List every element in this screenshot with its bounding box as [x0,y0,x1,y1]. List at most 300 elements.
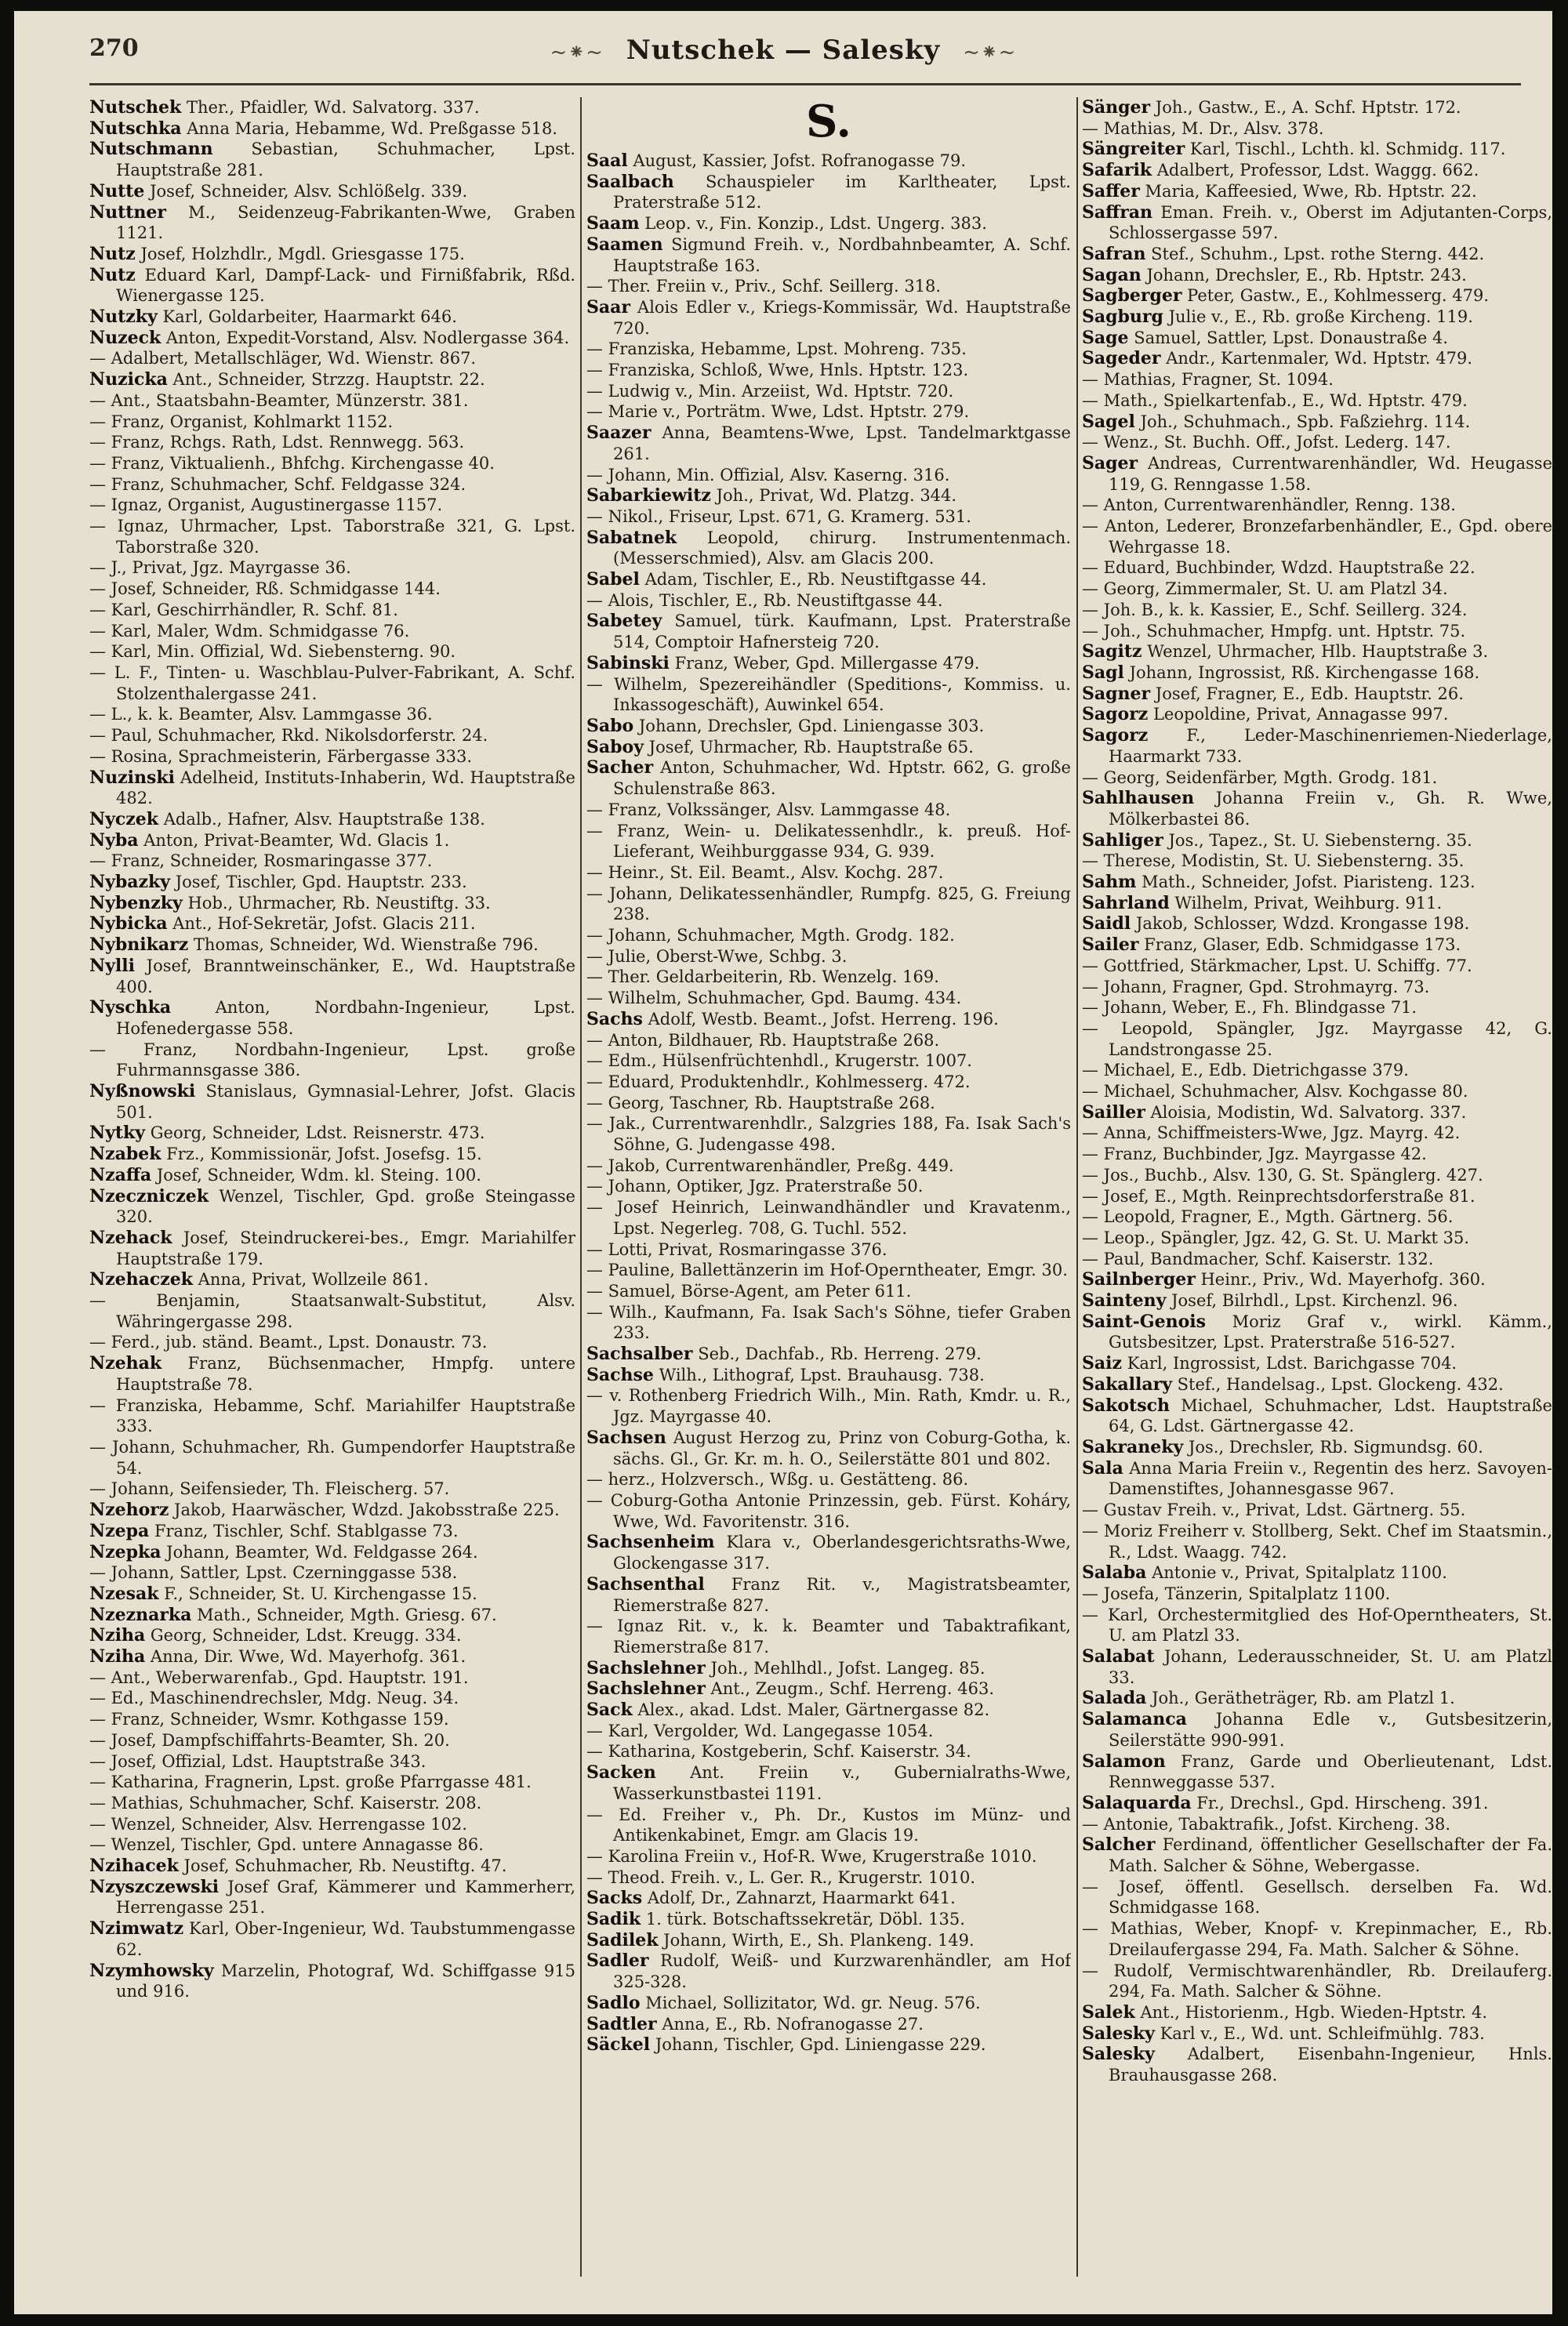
directory-entry [89,1165,575,1186]
directory-entry [89,557,575,579]
entry-details: — Moriz Freiherr v. Stollberg, Sekt. Chef im Staatsmin., R., Ldst. Waagg. 742. [1082,1521,1552,1562]
entry-details: — Franziska, Hebamme, Schf. Mariahilfer Hauptstraße 333. [89,1395,575,1436]
directory-entry [1082,1353,1552,1374]
directory-entry [586,1574,1071,1616]
directory-entry [89,809,575,830]
directory-entry [1082,1312,1552,1353]
directory-entry [89,956,575,997]
entry-details: — Leopold, Spängler, Jgz. Mayrgasse 42, G. Landstrongasse 25. [1082,1018,1552,1059]
directory-entry [1082,307,1552,328]
directory-entry [586,800,1071,821]
entry-details: — Ther. Freiin v., Priv., Schf. Seillerg. 318. [586,277,942,296]
entry-surname: Sagburg [1082,307,1163,328]
directory-entry [1082,662,1552,684]
directory-entry [586,1260,1071,1281]
entry-details: — Karl, Geschirrhändler, R. Schf. 81. [89,600,398,619]
entry-details: Eduard Karl, Dampf-Lack- und Firnißfabrik, Rßd. Wienergasse 125. [116,265,575,306]
entry-details: Leopold, chirurg. Instrumentenmach. (Messerschmied), Alsv. am Glacis 200. [613,528,1071,568]
entry-details: — Johann, Schuhmacher, Mgth. Grodg. 182. [586,926,955,945]
entry-details: Ferdinand, öffentlicher Gesellschafter der Fa. Math. Salcher & Söhne, Webergasse. [1109,1835,1552,1876]
directory-entry [89,746,575,767]
directory-entry [586,611,1071,652]
directory-entry [1082,893,1552,914]
ornament-left: ~⁕~ [550,41,604,64]
directory-entry [586,172,1071,213]
entry-details: — Alois, Tischler, E., Rb. Neustiftgasse 44. [586,590,943,610]
directory-entry [1082,1374,1552,1395]
directory-entry [89,1856,575,1877]
entry-surname: Sack [586,1700,633,1721]
entry-surname: Nybicka [89,913,168,934]
directory-entry [586,1365,1071,1386]
entry-details: — Michael, E., Edb. Dietrichgasse 379. [1082,1061,1409,1080]
entry-surname: Sachsenheim [586,1532,715,1553]
entry-details: Josef, Steindruckerei-bes., Emgr. Mariahilfer Hauptstraße 179. [116,1228,575,1268]
directory-entry [89,1562,575,1584]
entry-surname: Sagberger [1082,285,1182,307]
entry-surname: Sadik [586,1909,641,1930]
column-divider [1076,97,1078,2277]
entry-surname: Nyba [89,829,139,851]
directory-entry [586,506,1071,528]
directory-entry [1082,913,1552,934]
entry-details: M., Seidenzeug-Fabrikanten-Wwe, Graben 1121. [116,202,575,243]
directory-entry [586,1700,1071,1721]
entry-details: — Joh. B., k. k. Kassier, E., Schf. Seillerg. 324. [1082,600,1468,619]
entry-surname: Nutz [89,243,136,264]
entry-surname: Nybenzky [89,892,183,913]
directory-entry [1082,1688,1552,1709]
directory-entry [89,390,575,412]
entry-details: Michael, Sollizitator, Wd. gr. Neug. 576. [645,1993,981,2012]
directory-entry [1082,600,1552,621]
entry-details: Ant., Historienm., Hgb. Wieden-Hptstr. 4. [1140,2002,1488,2022]
entry-details: Maria, Kaffeesied, Wwe, Rb. Hptstr. 22. [1145,181,1477,201]
directory-entry [1082,265,1552,286]
entry-surname: Nylli [89,955,135,976]
entry-surname: Saam [586,213,640,234]
directory-entry [1082,704,1552,725]
directory-entry [89,369,575,390]
entry-details: — Math., Spielkartenfab., E., Wd. Hptstr. 479. [1082,390,1468,410]
entry-details: — v. Rothenberg Friedrich Wilh., Min. Rath, Kmdr. u. R., Jgz. Mayrgasse 40. [586,1386,1071,1427]
directory-entry [89,1228,575,1269]
column-divider [580,97,582,2277]
entry-details: Sigmund Freih. v., Nordbahnbeamter, A. Schf. Hauptstraße 163. [613,234,1071,275]
directory-entry [89,1040,575,1081]
header-rule [89,83,1521,85]
entry-surname: Sahlhausen [1082,788,1195,809]
entry-surname: Nuttner [89,201,167,223]
entry-details: Johann, Drechsler, Gpd. Liniengasse 303. [638,716,985,735]
directory-entry [1082,369,1552,390]
directory-entry [89,202,575,244]
directory-entry [1082,2044,1552,2085]
directory-entry [586,1805,1071,1846]
entry-surname: Sabarkiewitz [586,485,711,506]
entry-surname: Nzehorz [89,1500,169,1521]
directory-entry [586,1469,1071,1490]
directory-entry [89,830,575,851]
directory-entry [586,1950,1071,1992]
entry-details: Seb., Dachfab., Rb. Herreng. 279. [698,1344,982,1364]
directory-entry [1082,1709,1552,1751]
directory-entry [89,600,575,621]
entry-details: Samuel, Sattler, Lpst. Donaustraße 4. [1134,328,1449,347]
directory-entry [586,360,1071,381]
entry-details: Josef, Bilrhdl., Lpst. Kirchenzl. 96. [1171,1291,1458,1311]
directory-entry [89,432,575,453]
directory-entry [89,1961,575,2002]
entry-surname: Safran [1082,243,1146,264]
entry-details: — Ed., Maschinendrechsler, Mdg. Neug. 34. [89,1689,459,1708]
entry-details: Sebastian, Schuhmacher, Lpst. Hauptstraße 281. [116,140,575,180]
entry-details: — Johann, Fragner, Gpd. Strohmayrg. 73. [1082,977,1430,996]
entry-surname: Sahliger [1082,829,1163,851]
entry-details: — Johann, Seifensieder, Th. Fleischerg. 57. [89,1479,450,1499]
entry-details: Georg, Schneider, Ldst. Kreugg. 334. [150,1626,462,1646]
entry-surname: Sachsalber [586,1344,693,1365]
directory-entry [586,1239,1071,1261]
entry-surname: Saboy [586,736,644,757]
entry-details: Math., Schneider, Jofst. Piaristeng. 123. [1142,873,1475,892]
directory-entry [89,579,575,600]
directory-entry [586,1909,1071,1930]
directory-entry [89,1877,575,1918]
directory-entry [89,621,575,642]
entry-details: Josef, Schneider, Wdm. kl. Steing. 100. [156,1165,481,1185]
entry-surname: Nzihacek [89,1856,179,1877]
directory-entry [586,757,1071,799]
entry-surname: Salabat [1082,1646,1155,1667]
entry-details: Adam, Tischler, E., Rb. Neustiftgasse 44. [644,570,987,590]
entry-details: Anna, Privat, Wollzeile 861. [198,1270,429,1290]
directory-entry [1082,1500,1552,1521]
entry-surname: Sagl [1082,662,1124,683]
entry-details: Stanislaus, Gymnasial-Lehrer, Jofst. Glacis 501. [116,1082,575,1122]
entry-details: — Johann, Sattler, Lpst. Czerninggasse 538. [89,1563,458,1583]
entry-details: Klara v., Oberlandesgerichtsraths-Wwe, Glockengasse 317. [613,1533,1071,1573]
entry-surname: Nzeczniczek [89,1185,209,1207]
directory-entry [1082,412,1552,433]
entry-details: — herz., Holzversch., Wßg. u. Gestätteng. 86. [586,1470,969,1490]
entry-details: — Katharina, Kostgeberin, Schf. Kaiserstr. 34. [586,1742,971,1762]
entry-details: — Franz, Nordbahn-Ingenieur, Lpst. große Fuhrmannsgasse 386. [89,1040,575,1080]
directory-entry [1082,1186,1552,1207]
entry-surname: Saffran [1082,201,1153,223]
directory-entry [1082,1290,1552,1312]
directory-entry [89,1542,575,1563]
entry-surname: Nyczek [89,808,159,829]
directory-entry [586,297,1071,339]
directory-entry [89,913,575,934]
entry-surname: Nzabek [89,1144,162,1165]
directory-entry [586,528,1071,569]
entry-details: — Nikol., Friseur, Lpst. 671, G. Kramerg. 531. [586,506,971,526]
directory-entry [89,474,575,495]
directory-entry [1082,934,1552,956]
directory-entry [1082,579,1552,600]
entry-details: — Franz, Rchgs. Rath, Ldst. Rennwegg. 563. [89,433,465,452]
directory-entry [586,967,1071,988]
entry-details: Heinr., Priv., Wd. Mayerhofg. 360. [1200,1270,1486,1290]
entry-surname: Saint-Genois [1082,1311,1206,1332]
entry-details: Joh., Mehlhdl., Jofst. Langeg. 85. [710,1658,985,1678]
directory-entry [1082,1437,1552,1458]
entry-surname: Saffer [1082,180,1140,201]
directory-entry [586,1156,1071,1177]
directory-entry [586,884,1071,925]
entry-details: Rudolf, Weiß- und Kurzwarenhändler, am Hof 325-328. [613,1951,1071,1992]
directory-entry [1082,977,1552,998]
page-title-text: Nutschek — Salesky [626,34,941,66]
directory-entry [586,1658,1071,1679]
entry-surname: Sage [1082,327,1129,348]
directory-entry [89,244,575,265]
entry-surname: Sabel [586,569,640,590]
entry-surname: Salamon [1082,1751,1166,1772]
entry-details: — Franz, Schuhmacher, Schf. Feldgasse 324. [89,474,466,494]
directory-entry [1082,1562,1552,1584]
directory-entry [1082,348,1552,369]
directory-entry [89,934,575,956]
entry-details: — Ed. Freiher v., Ph. Dr., Kustos im Münz- und Antikenkabinet, Emgr. am Glacis 19. [586,1805,1071,1845]
entry-surname: Sängreiter [1082,139,1185,160]
entry-details: Joh., Schuhmach., Spb. Faßziehrg. 114. [1140,412,1471,431]
directory-entry [1082,1793,1552,1814]
entry-surname: Sagel [1082,411,1135,432]
directory-entry [1082,997,1552,1018]
directory-entry [89,265,575,307]
entry-details: — Ant., Weberwarenfab., Gpd. Hauptstr. 191. [89,1667,469,1687]
directory-entry [586,590,1071,611]
entry-details: — Adalbert, Metallschläger, Wd. Wienstr. 867. [89,349,477,368]
entry-surname: Sagitz [1082,641,1142,662]
entry-surname: Salesky [1082,2044,1155,2065]
entry-details: — Paul, Schuhmacher, Rkd. Nikolsdorferstr. 24. [89,726,488,746]
directory-entry [89,662,575,704]
entry-details: Fr., Drechsl., Gpd. Hirscheng. 391. [1196,1793,1489,1813]
directory-entry [89,307,575,328]
entry-details: Anton, Expedit-Vorstand, Alsv. Nodlergasse 364. [165,328,570,347]
entry-surname: Nybazky [89,872,171,893]
directory-entry [1082,725,1552,767]
directory-entry [89,1269,575,1290]
entry-surname: Sailnberger [1082,1269,1196,1290]
entry-details: Adelheid, Instituts-Inhaberin, Wd. Hauptstraße 482. [116,767,575,808]
directory-entry [586,2034,1071,2056]
entry-details: — Josef Heinrich, Leinwandhändler und Kravatenm., Lpst. Negerleg. 708, G. Tuchl. 552. [586,1198,1071,1238]
directory-entry [1082,139,1552,160]
directory-entry [586,1385,1071,1427]
entry-details: Andreas, Currentwarenhändler, Wd. Heugasse 119, G. Renngasse 1.58. [1109,453,1552,494]
entry-details: Wenzel, Tischler, Gpd. große Steingasse 320. [116,1186,575,1227]
entry-details: — Gustav Freih. v., Privat, Ldst. Gärtnerg. 55. [1082,1500,1466,1520]
entry-details: Anna Maria Freiin v., Regentin des herz. Savoyen-Damenstiftes, Johannesgasse 967. [1109,1458,1552,1499]
entry-details: — Mathias, Fragner, St. 1094. [1082,370,1334,390]
directory-entry [586,862,1071,884]
entry-details: Anton, Schuhmacher, Wd. Hptstr. 662, G. große Schulenstraße 863. [613,758,1071,799]
directory-entry [1082,1605,1552,1646]
entry-details: Josef, Branntweinschänker, E., Wd. Hauptstraße 400. [116,956,575,996]
entry-details: Karl, Tischl., Lchth. kl. Schmidg. 117. [1189,140,1506,159]
entry-details: — Josef, Schneider, Rß. Schmidgasse 144. [89,579,441,599]
entry-surname: Safarik [1082,160,1152,181]
directory-entry [89,118,575,140]
entry-details: — Karl, Maler, Wdm. Schmidgasse 76. [89,621,410,640]
entry-details: Anna, E., Rb. Nofranogasse 27. [662,2014,924,2034]
directory-entry [89,1709,575,1730]
entry-surname: Nzeznarka [89,1604,192,1625]
entry-surname: Saar [586,296,630,318]
entry-details: — Josef, Dampfschiffahrts-Beamter, Sh. 20. [89,1730,450,1750]
directory-entry [586,485,1071,506]
directory-entry [586,276,1071,297]
entry-details: Adalb., Hafner, Alsv. Hauptstraße 138. [163,809,485,829]
entry-details: — Julie, Oberst-Wwe, Schbg. 3. [586,946,848,966]
directory-entry [89,851,575,872]
entry-details: Johann, Lederausschneider, St. U. am Platzl 33. [1109,1647,1552,1687]
entry-surname: Salek [1082,2001,1135,2023]
entry-details: Josef Graf, Kämmerer und Kammerherr, Herrengasse 251. [116,1877,575,1918]
entry-details: — Jos., Buchb., Alsv. 130, G. St. Spänglerg. 427. [1082,1165,1483,1185]
entry-details: Moriz Graf v., wirkl. Kämm., Gutsbesitzer, Lpst. Praterstraße 516-527. [1109,1312,1552,1352]
directory-entry [89,767,575,809]
entry-details: — Marie v., Porträtm. Wwe, Ldst. Hptstr. 279. [586,402,970,422]
entry-details: Ther., Pfaidler, Wd. Salvatorg. 337. [186,98,480,117]
directory-entry [586,1741,1071,1762]
entry-details: — Johann, Optiker, Jgz. Praterstraße 50. [586,1177,924,1196]
entry-details: 1. türk. Botschaftssekretär, Döbl. 135. [645,1910,965,1929]
entry-details: — Josef, E., Mgth. Reinprechtsdorferstraße 81. [1082,1186,1475,1206]
directory-entry [89,872,575,893]
entry-surname: Sacken [586,1762,656,1784]
entry-surname: Sachsenthal [586,1573,705,1595]
entry-details: — Franz, Organist, Kohlmarkt 1152. [89,412,394,431]
entry-details: — Wilhelm, Spezereihändler (Speditions-, Kommiss. u. Inkassogeschäft), Auwinkel 654. [586,674,1071,715]
directory-entry [1082,1961,1552,2002]
entry-details: Wilhelm, Privat, Weihburg. 911. [1174,893,1443,913]
entry-details: — Josef, Offizial, Ldst. Hauptstraße 343. [89,1751,426,1771]
entry-surname: Nzehaczek [89,1269,193,1290]
entry-details: — Franziska, Schloß, Wwe, Hnls. Hptstr. 123. [586,361,969,380]
entry-details: — Johann, Delikatessenhändler, Rumpfg. 825, G. Freiung 238. [586,884,1071,924]
entry-details: — Jakob, Currentwarenhändler, Preßg. 449. [586,1156,954,1175]
entry-details: — Karl, Vergolder, Wd. Langegasse 1054. [586,1721,934,1740]
entry-details: — Ludwig v., Min. Arzeiist, Wd. Hptstr. 720. [586,381,954,401]
directory-entry [1082,1144,1552,1165]
directory-entry [89,641,575,662]
entry-surname: Salaba [1082,1562,1147,1584]
directory-entry [89,725,575,746]
directory-entry [89,1688,575,1709]
entry-details: — Wenzel, Schneider, Alsv. Herrengasse 102. [89,1814,467,1834]
entry-surname: Salesky [1082,2023,1155,2044]
entry-details: — Michael, Schuhmacher, Alsv. Kochgasse 80. [1082,1082,1468,1101]
directory-entry [1082,1646,1552,1688]
entry-details: Anton, Privat-Beamter, Wd. Glacis 1. [143,830,450,850]
directory-entry [89,1667,575,1689]
entry-details: Eman. Freih. v., Oberst im Adjutanten-Corps, Schlossergasse 597. [1109,202,1552,243]
entry-details: Marzelin, Photograf, Wd. Schiffgasse 915 und 916. [116,1961,575,2001]
entry-details: — Katharina, Fragnerin, Lpst. große Pfarrgasse 481. [89,1773,532,1792]
entry-surname: Säckel [586,2034,651,2056]
entry-details: Josef, Schneider, Alsv. Schlößelg. 339. [150,181,468,201]
entry-surname: Sabetey [586,611,662,632]
entry-details: — Ferd., jub. ständ. Beamt., Lpst. Donaustr. 73. [89,1333,488,1352]
entry-surname: Nzimwatz [89,1918,184,1940]
entry-details: Josef, Tischler, Gpd. Hauptstr. 233. [175,873,467,892]
directory-entry [1082,1228,1552,1249]
entry-surname: Nutz [89,264,136,285]
directory-entry [1082,1207,1552,1228]
directory-entry [1082,181,1552,202]
entry-details: — L. F., Tinten- u. Waschblau-Pulver-Fabrikant, A. Schf. Stolzenthalergasse 241. [89,662,575,703]
directory-entry [1082,1165,1552,1186]
directory-entry [586,1888,1071,1909]
directory-entry [89,328,575,349]
directory-entry [586,1428,1071,1469]
entry-details: Alex., akad. Ldst. Maler, Gärtnergasse 82. [637,1700,990,1720]
entry-details: Wilh., Lithograf, Lpst. Brauhausg. 738. [659,1365,985,1384]
directory-entry [586,821,1071,862]
entry-details: — Paul, Bandmacher, Schf. Kaiserstr. 132. [1082,1249,1434,1268]
entry-surname: Nutte [89,180,145,201]
directory-entry [89,1772,575,1793]
entry-details: Joh., Gastw., E., A. Schf. Hptstr. 172. [1155,98,1461,117]
directory-entry [1082,1269,1552,1290]
entry-surname: Saalbach [586,171,674,192]
column-middle [586,97,1071,2284]
entry-surname: Sakallary [1082,1373,1172,1395]
page-number: 270 [89,34,139,62]
entry-details: Johann, Tischler, Gpd. Liniengasse 229. [655,2035,986,2055]
entry-details: Aloisia, Modistin, Wd. Salvatorg. 337. [1150,1102,1467,1122]
column-right [1082,97,1552,2284]
entry-details: Antonie v., Privat, Spitalplatz 1100. [1152,1563,1447,1583]
entry-surname: Sachslehner [586,1678,706,1700]
entry-surname: Nzepa [89,1520,150,1541]
entry-surname: Sänger [1082,97,1151,118]
directory-entry [1082,1521,1552,1562]
directory-entry [89,412,575,433]
entry-details: Georg, Schneider, Ldst. Reisnerstr. 473. [150,1123,485,1143]
entry-details: Jos., Drechsler, Rb. Sigmundsg. 60. [1188,1438,1483,1457]
directory-entry [586,1344,1071,1365]
entry-details: — L., k. k. Beamter, Alsv. Lammgasse 36. [89,705,433,724]
entry-details: Jos., Tapez., St. U. Siebensterng. 35. [1168,830,1472,850]
entry-details: — Pauline, Ballettänzerin im Hof-Operntheater, Emgr. 30. [586,1261,1068,1280]
entry-details: — Mathias, Weber, Knopf- v. Krepinmacher, E., Rb. Dreilaufergasse 294, Fa. Math. Salcher & Söhne. [1082,1919,1552,1959]
entry-surname: Sagner [1082,683,1151,704]
entry-details: Ant., Schneider, Strzzg. Hauptstr. 22. [172,370,485,390]
directory-entry [89,1290,575,1332]
entry-details: Joh., Gerätheträger, Rb. am Platzl 1. [1152,1689,1455,1708]
directory-entry [1082,516,1552,557]
entry-details: Adalbert, Eisenbahn-Ingenieur, Hnls. Brauhausgasse 268. [1109,2045,1552,2085]
entry-details: — Rosina, Sprachmeisterin, Färbergasse 333. [89,746,473,766]
directory-entry [586,1197,1071,1239]
directory-entry [1082,1877,1552,1918]
entry-details: F., Leder-Maschinenriemen-Niederlage, Haarmarkt 733. [1109,726,1552,766]
directory-entry [1082,767,1552,789]
entry-details: — Mathias, M. Dr., Alsv. 378. [1082,118,1324,138]
entry-surname: Nzaffa [89,1164,152,1185]
entry-details: Karl, Ingrossist, Ldst. Barichgasse 704. [1127,1354,1457,1373]
directory-entry [89,1081,575,1123]
entry-details: Karl v., E., Wd. unt. Schleifmühlg. 783. [1160,2023,1485,2043]
entry-surname: Saidl [1082,913,1131,934]
